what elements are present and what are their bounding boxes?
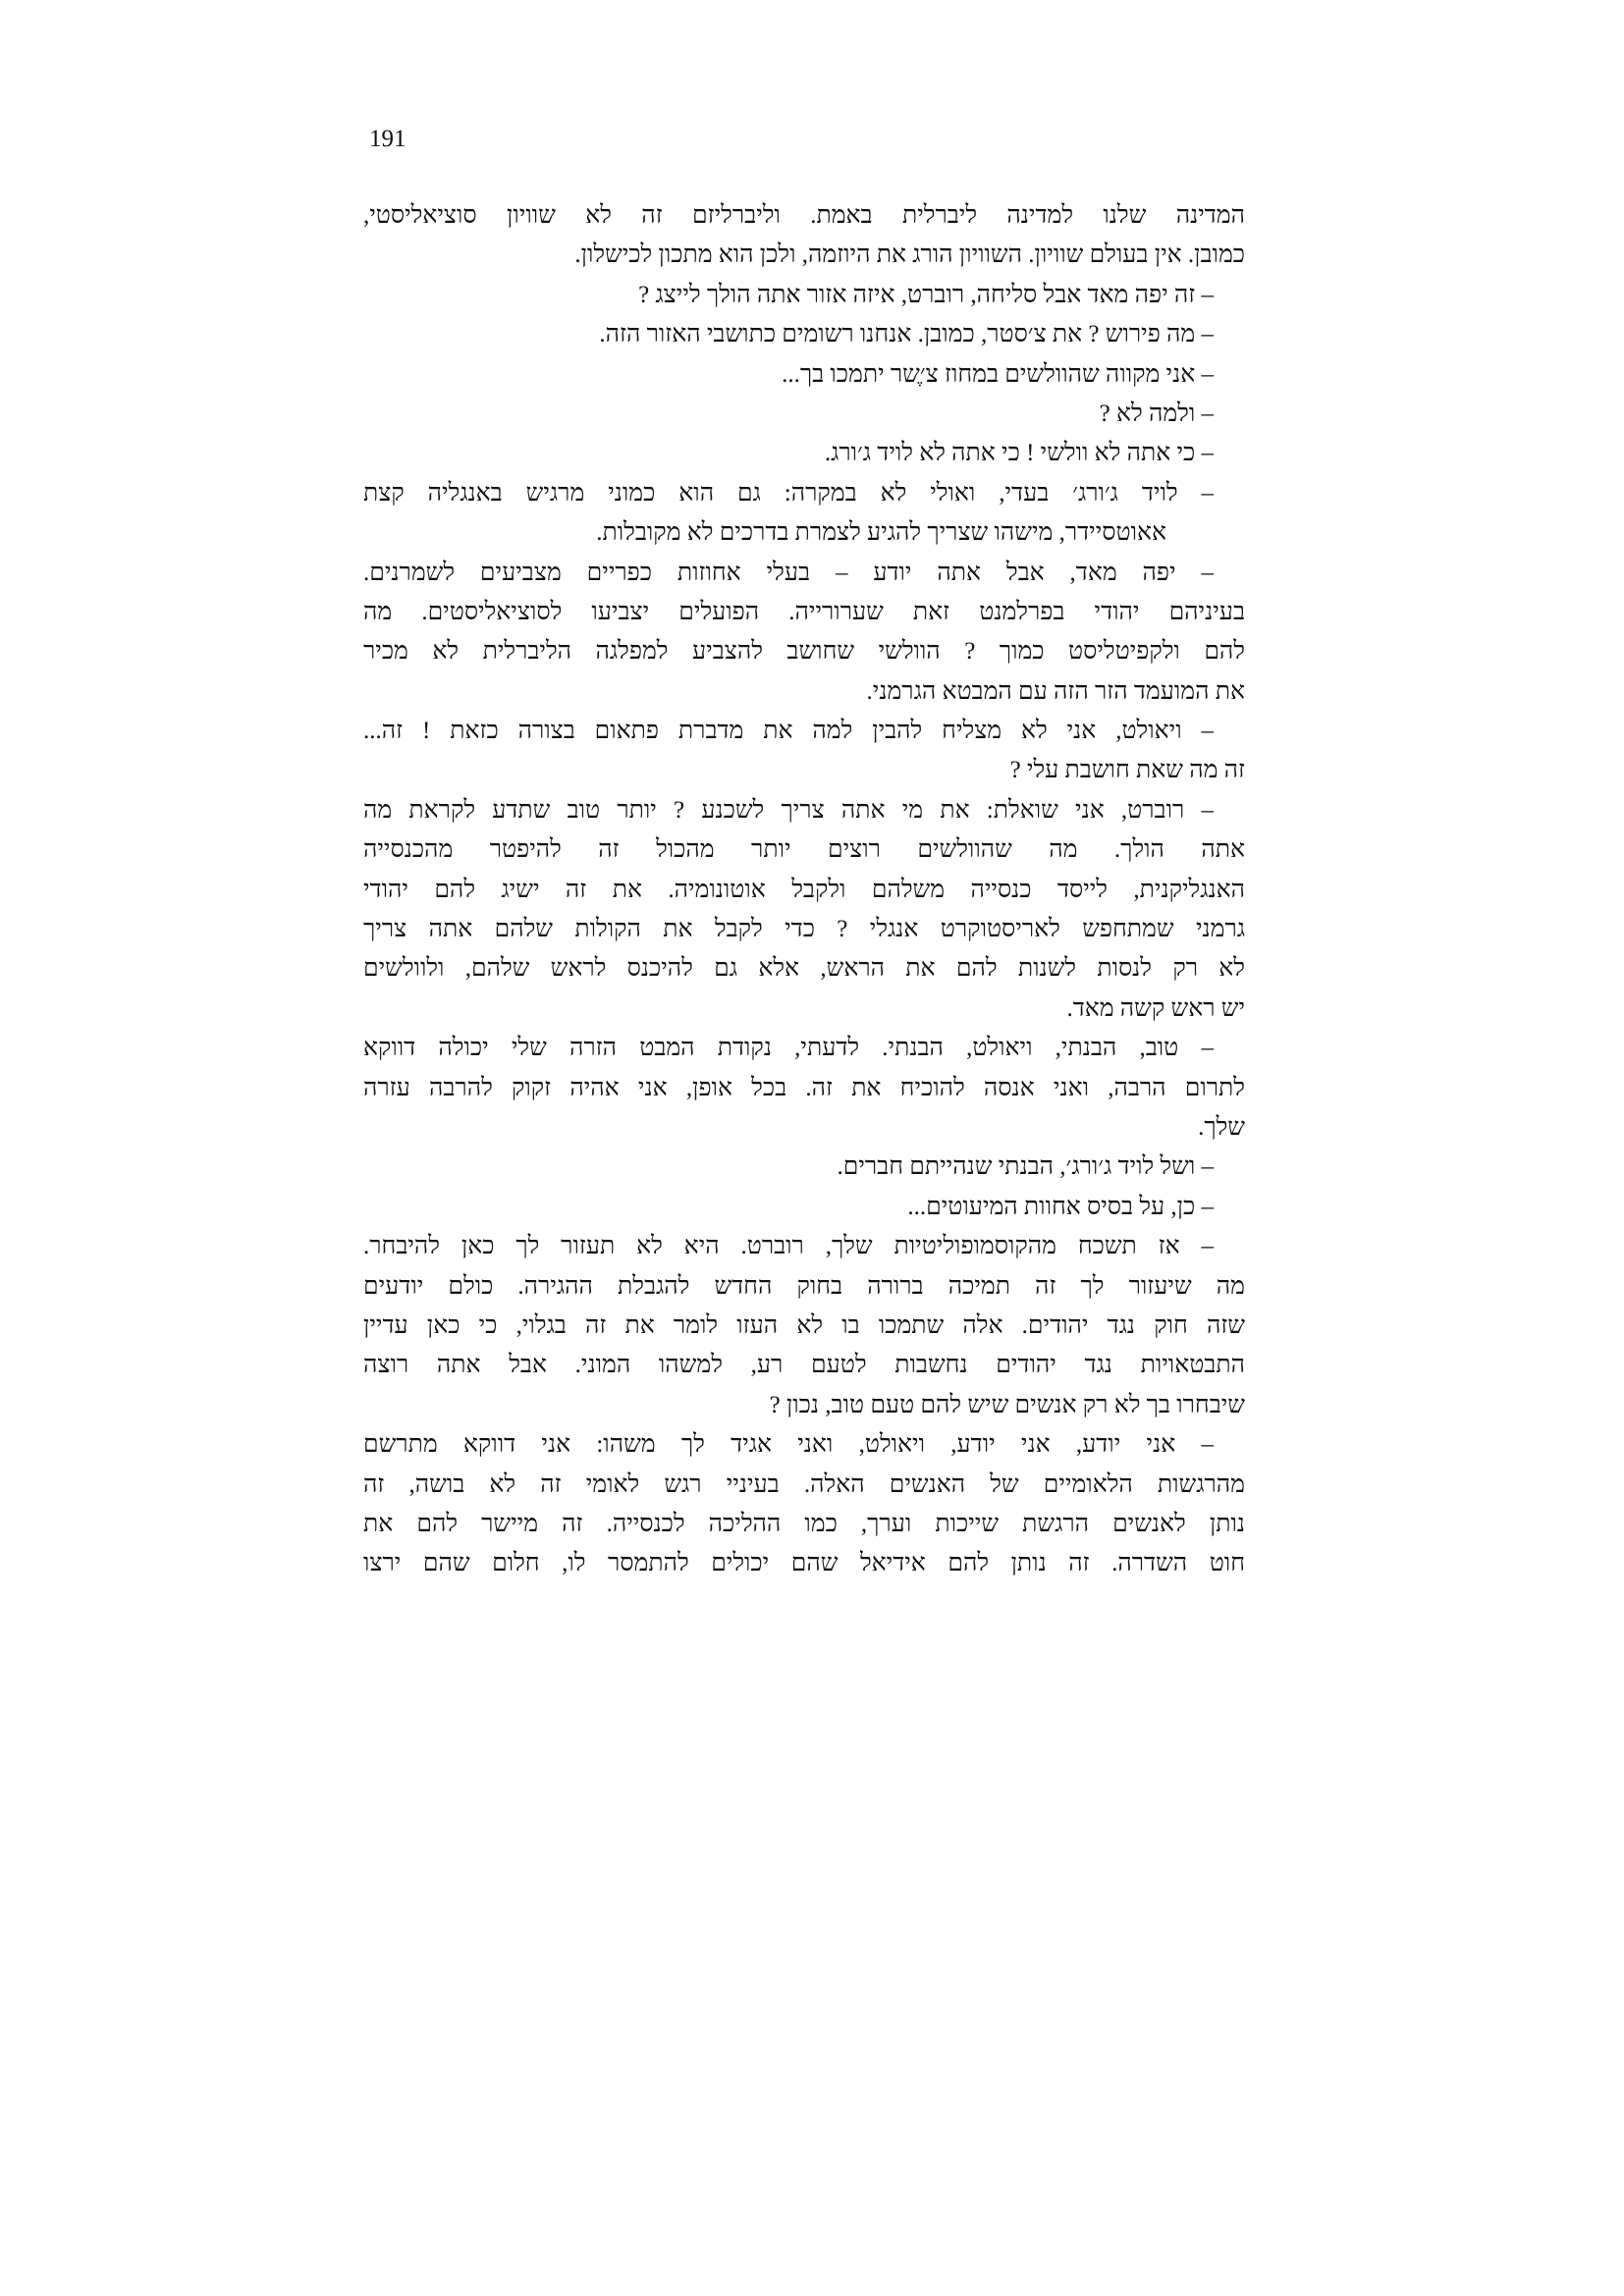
text-line: מה שיעזור לך זה תמיכה ברורה בחוק החדש להגבלת ההגירה. כולם יודעים — [363, 1272, 1245, 1300]
text-line: אתה הולך. מה שהוולשים רוצים יותר מהכול זה להיפטר מהכנסייה — [363, 836, 1245, 864]
text-line: התבטאויות נגד יהודים נחשבות לטעם רע, למשהו המוני. אבל אתה רוצה — [363, 1352, 1245, 1379]
dialogue-line: – ולמה לא ? — [1099, 400, 1214, 427]
text-line: לא רק לנסות לשנות להם את הראש, אלא גם להיכנס לראש שלהם, ולוולשים — [363, 955, 1245, 983]
text-line: לתרום הרבה, ואני אנסה להוכיח את זה. בכל אופן, אני אהיה זקוק להרבה עזרה — [363, 1074, 1245, 1101]
dialogue-line: – אני מקווה שהוולשים במחוז צ׳ֶשר יתמכו בך... — [782, 360, 1214, 388]
body-text — [363, 196, 1245, 1584]
dialogue-line: – רוברט, אני שואלת: את מי אתה צריך לשכנע ? יותר טוב שתדע לקראת מה — [363, 796, 1214, 824]
page-number: 191 — [369, 126, 406, 152]
text-line: חוט השדרה. זה נותן להם אידיאל שהם יכולים להתמסר לו, חלום שהם ירצו — [363, 1550, 1245, 1577]
dialogue-line: – כי אתה לא וולשי ! כי אתה לא לויד ג׳ורג. — [824, 440, 1214, 467]
text-line: שזה חוק נגד יהודים. אלה שתמכו בו לא העזו לומר את זה בגלוי, כי כאן עדיין — [363, 1311, 1245, 1339]
text-line: האנגליקנית, לייסד כנסייה משלהם ולקבל אוטונומיה. את זה ישיג להם יהודי — [363, 876, 1245, 903]
text-line: נותן לאנשים הרגשת שייכות וערך, כמו ההליכה לכנסייה. זה מיישר להם את — [363, 1510, 1245, 1537]
dialogue-line: – כן, על בסיס אחוות המיעוטים... — [907, 1193, 1214, 1220]
dialogue-line: – טוב, הבנתי, ויאולט, הבנתי. לדעתי, נקודת המבט הזרה שלי יכולה דווקא — [363, 1035, 1214, 1062]
text-line: את המועמד הזר הזה עם המבטא הגרמני. — [866, 677, 1245, 705]
text-line: גרמני שמתחפש לאריסטוקרט אנגלי ? כדי לקבל את הקולות שלהם אתה צריך — [363, 916, 1245, 943]
dialogue-line: – לויד ג׳ורג׳ בעדי, ואולי לא במקרה: גם הוא כמוני מרגיש באנגליה קצת — [363, 479, 1214, 507]
text-line: להם ולקפיטליסט כמוך ? הוולשי שחושב להצביע למפלגה הליברלית לא מכיר — [363, 638, 1245, 666]
text-line: שיבחרו בך לא רק אנשים שיש להם טעם טוב, נכון ? — [769, 1391, 1245, 1418]
dialogue-line: – מה פירוש ? את צ׳סטר, כמובן. אנחנו רשומים כתושבי האזור הזה. — [599, 321, 1214, 348]
text-line: בעיניהם יהודי בפרלמנט זאת שערורייה. הפועלים יצביעו לסוציאליסטים. מה — [363, 598, 1245, 625]
dialogue-line: – אני יודע, אני יודע, ויאולט, ואני אגיד לך משהו: אני דווקא מתרשם — [363, 1431, 1214, 1459]
dialogue-line: – ושל לויד ג׳ורג׳, הבנתי שנהייתם חברים. — [837, 1153, 1214, 1181]
text-line: אאוטסיידר, מישהו שצריך להגיע לצמרת בדרכים לא מקובלות. — [596, 519, 1166, 547]
text-line: יש ראש קשה מאד. — [1066, 994, 1245, 1022]
text-line: כמובן. אין בעולם שוויון. השוויון הורג את היוזמה, ולכן הוא מתכון לכישלון. — [574, 241, 1245, 269]
text-line: המדינה שלנו למדינה ליברלית באמת. וליברליזם זה לא שוויון סוציאליסטי, — [363, 202, 1245, 229]
dialogue-line: – זה יפה מאד אבל סליחה, רוברט, איזה אזור אתה הולך לייצג ? — [638, 281, 1214, 308]
dialogue-line: – אז תשכח מהקוסמופוליטיות שלך, רוברט. היא לא תעזור לך כאן להיבחר. — [363, 1233, 1214, 1260]
dialogue-line: – ויאולט, אני לא מצליח להבין למה את מדברת פתאום בצורה כזאת ! זה... — [363, 718, 1214, 745]
text-line: זה מה שאת חושבת עלי ? — [1009, 757, 1245, 784]
text-line: שלך. — [1198, 1113, 1245, 1141]
dialogue-line: – יפה מאד, אבל אתה יודע – בעלי אחוזות כפריים מצביעים לשמרנים. — [363, 559, 1214, 586]
text-line: מהרגשות הלאומיים של האנשים האלה. בעיניי רגש לאומי זה לא בושה, זה — [363, 1470, 1245, 1498]
